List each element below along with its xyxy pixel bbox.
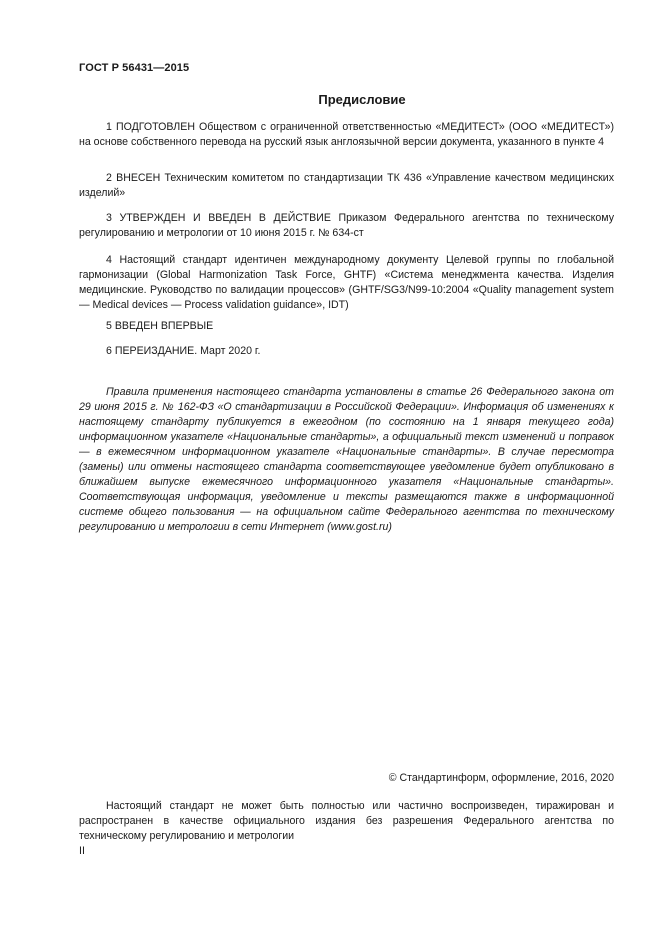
page-title [79,92,613,107]
page-title-text: Предисловие [318,92,406,107]
foreword-item-1: 1 ПОДГОТОВЛЕН Обществом с ограниченной ответственностью «МЕДИТЕСТ» (ООО «МЕДИТЕСТ») на основе собственного перевода на русский язык англоязычной версии документа, указанного в пункте 4 [79,121,614,148]
application-rules-notice: Правила применения настоящего стандарта установлены в статье 26 Федерального закона от 29 июня 2015 г. № 162-ФЗ «О стандартизации в Российской Федерации». Информация об изменениях к настоящему стандарту публикуется в ежегодном (по состоянию на 1 января текущего года) информационном указателе «Национальные стандарты», а официальный текст изменений и поправок — в ежемесячном информационном указателе «Национальные стандарты». В случае пересмотра (замены) или отмены настоящего стандарта соответствующее уведомление будет опубликовано в ближайшем выпуске ежемесячного информационного указателя «Национальные стандарты». Соответствующая информация, уведомление и тексты размещаются также в информационной системе общего пользования — на официальном сайте Федерального агентства по техническому регулированию и метрологии в сети Интернет (www.gost.ru) [79,386,614,533]
reproduction-notice: Настоящий стандарт не может быть полностью или частично воспроизведен, тиражирован и распространен в качестве официального издания без разрешения Федерального агентства по техническому регулированию и метрологии [79,800,614,842]
foreword-item-4: 4 Настоящий стандарт идентичен международному документу Целевой группы по глобальной гармонизации (Global Harmonization Task Force, GHTF) «Система менеджмента качества. Изделия медицинские. Руководство по валидации процессов» (GHTF/SG3/N99-10:2004 «Quality management system — Medical devices — Process validation guidance», IDT) [79,254,614,311]
document-code: ГОСТ Р 56431—2015 [79,62,190,74]
copyright-line: © Стандартинформ, оформление, 2016, 2020 [388,772,614,784]
foreword-item-5: 5 ВВЕДЕН ВПЕРВЫЕ [106,320,214,332]
foreword-item-2: 2 ВНЕСЕН Техническим комитетом по стандартизации ТК 436 «Управление качеством медицинских изделий» [79,172,614,199]
page-number: II [79,845,85,857]
foreword-item-3: 3 УТВЕРЖДЕН И ВВЕДЕН В ДЕЙСТВИЕ Приказом Федерального агентства по техническому регулированию и метрологии от 10 июня 2015 г. № 634-ст [79,212,614,239]
foreword-item-6: 6 ПЕРЕИЗДАНИЕ. Март 2020 г. [106,345,261,357]
